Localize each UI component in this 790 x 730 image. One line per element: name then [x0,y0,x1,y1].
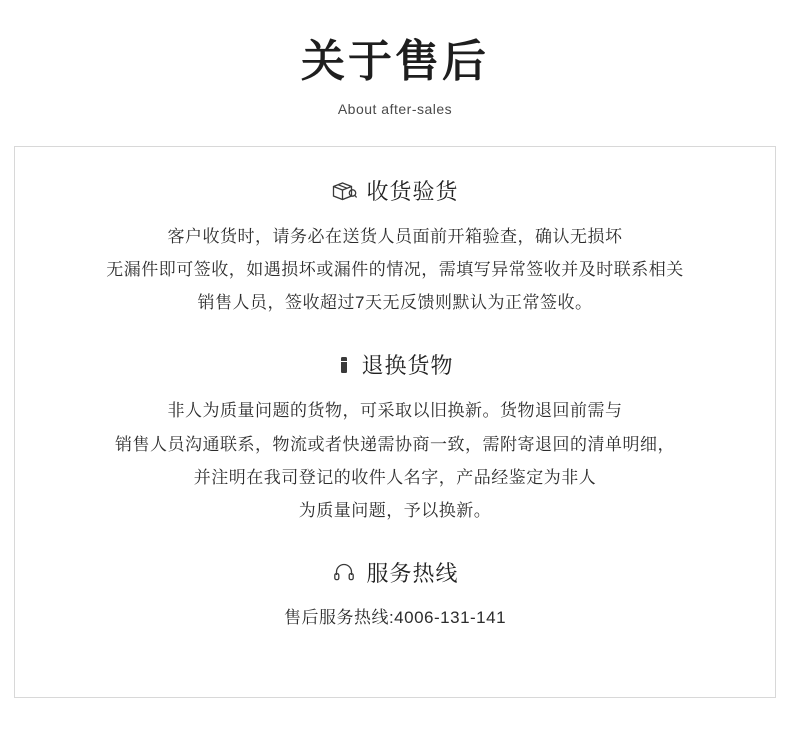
section-title: 收货验货 [366,179,459,204]
content-panel [14,146,776,698]
section-body [15,220,775,319]
section-line: 销售人员沟通联系，物流或者快递需协商一致，需附寄退回的清单明细， [115,434,675,454]
section-body [15,394,775,527]
page-header [0,0,790,117]
section-line: 无漏件即可签收，如遇损坏或漏件的情况，需填写异常签收并及时联系相关 [106,260,684,280]
package-box-icon [331,178,357,204]
section-returns-exchanges [15,349,775,527]
page-subtitle: About after-sales [337,101,453,117]
section-title: 退换货物 [361,353,454,379]
section-line: 客户收货时，请务必在送货人员面前开箱验查，确认无损坏 [167,227,623,246]
section-line: 销售人员，签收超过7天无反馈则默认为正常签收。 [197,293,593,313]
section-title: 服务热线 [366,560,459,586]
hotline-number: 售后服务热线:4006-131-141 [283,607,507,627]
return-parcel-icon [336,352,352,378]
section-line: 并注明在我司登记的收件人名字，产品经鉴定为非人 [193,467,597,487]
page-title: 关于售后 [301,37,489,86]
section-body [15,602,775,634]
section-receiving-inspection [15,175,775,319]
section-line: 非人为质量问题的货物，可采取以旧换新。货物退回前需与 [167,401,623,421]
section-line: 为质量问题，予以换新。 [298,500,492,520]
section-service-hotline [15,557,775,634]
headset-icon [331,559,357,585]
section-header [15,349,775,380]
section-header [15,557,775,588]
section-header [15,175,775,206]
